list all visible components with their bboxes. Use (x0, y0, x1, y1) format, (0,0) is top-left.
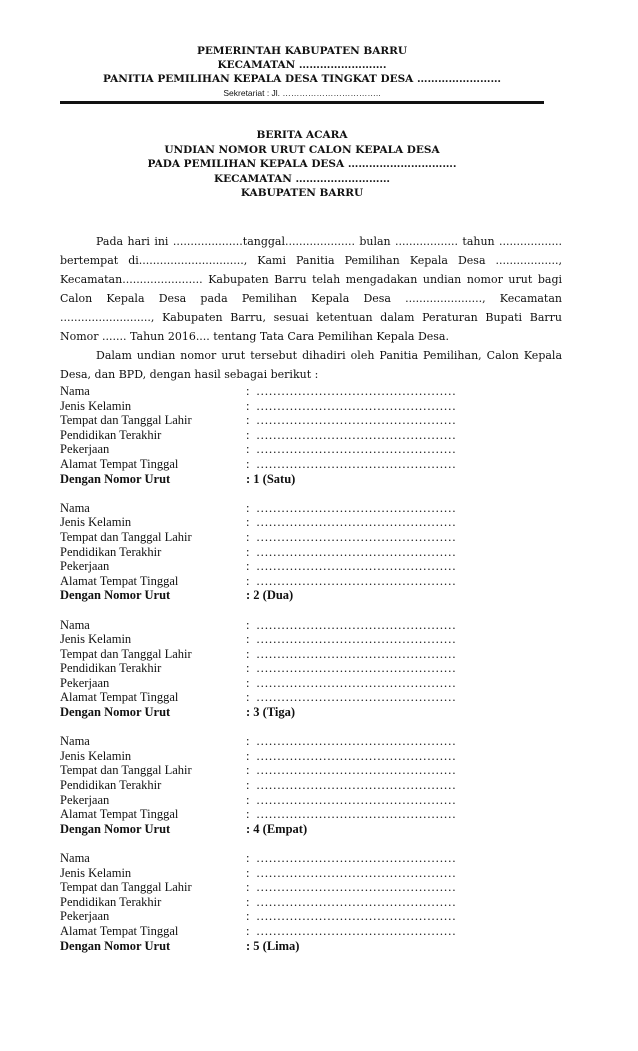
field-separator: : (246, 675, 250, 690)
field-row-nomor-urut (60, 588, 530, 603)
field-label: Alamat Tempat Tinggal (60, 456, 179, 471)
field-row-jenis-kelamin (60, 399, 530, 414)
field-blank: ………………………………………… (256, 792, 456, 807)
field-blank: ………………………………………… (256, 544, 456, 559)
field-blank: ………………………………………… (256, 880, 456, 895)
field-separator: : (246, 880, 250, 895)
field-row-nama (60, 618, 530, 633)
title-line-4: KECAMATAN ……………………… (214, 172, 390, 185)
candidate-block (60, 384, 530, 486)
field-row-pekerjaan (60, 793, 530, 808)
candidate-block (60, 501, 530, 603)
field-label: Jenis Kelamin (60, 865, 132, 880)
field-row-nomor-urut (60, 705, 530, 720)
field-blank: ………………………………………… (256, 529, 456, 544)
field-row-nama (60, 501, 530, 516)
field-row-pendidikan (60, 895, 530, 910)
candidate-block (60, 734, 530, 836)
field-separator: : (246, 632, 250, 647)
field-row-ttl (60, 530, 530, 545)
field-label: Pekerjaan (60, 442, 110, 457)
field-separator: : (246, 646, 250, 661)
field-row-nomor-urut (60, 939, 530, 954)
field-row-alamat (60, 457, 530, 472)
field-row-pendidikan (60, 545, 530, 560)
field-label: Jenis Kelamin (60, 515, 132, 530)
field-label: Nama (60, 500, 90, 515)
field-blank: ………………………………………… (256, 427, 456, 442)
nomor-urut-label: Dengan Nomor Urut (60, 471, 171, 486)
nomor-urut-label: Dengan Nomor Urut (60, 588, 171, 603)
candidate-block (60, 851, 530, 953)
field-label: Alamat Tempat Tinggal (60, 807, 179, 822)
field-row-pekerjaan (60, 559, 530, 574)
field-row-nama (60, 734, 530, 749)
field-label: Tempat dan Tanggal Lahir (60, 880, 192, 895)
field-separator: : (246, 515, 250, 530)
field-separator: : (246, 442, 250, 457)
field-blank: ………………………………………… (256, 500, 456, 515)
field-label: Nama (60, 851, 90, 865)
field-blank: ………………………………………… (256, 632, 456, 647)
field-row-ttl (60, 880, 530, 895)
field-blank: ………………………………………… (256, 515, 456, 530)
field-blank: ………………………………………… (256, 923, 456, 938)
nomor-urut-label: Dengan Nomor Urut (60, 938, 171, 953)
field-blank: ………………………………………… (256, 763, 456, 778)
field-blank: ………………………………………… (256, 413, 456, 428)
field-row-nama (60, 851, 530, 866)
field-row-nama (60, 384, 530, 399)
field-separator: : (246, 792, 250, 807)
field-label: Pendidikan Terakhir (60, 778, 162, 793)
field-separator: : (246, 559, 250, 574)
field-row-alamat (60, 924, 530, 939)
field-row-jenis-kelamin (60, 866, 530, 881)
field-row-jenis-kelamin (60, 632, 530, 647)
field-label: Jenis Kelamin (60, 632, 132, 647)
nomor-urut-value: : 4 (Empat) (246, 821, 308, 836)
field-label: Alamat Tempat Tinggal (60, 573, 179, 588)
field-blank: ………………………………………… (256, 778, 456, 793)
field-row-nomor-urut (60, 822, 530, 837)
field-blank: ………………………………………… (256, 559, 456, 574)
field-row-pendidikan (60, 661, 530, 676)
field-row-alamat (60, 574, 530, 589)
field-label: Nama (60, 617, 90, 632)
document-title (60, 128, 544, 201)
field-label: Nama (60, 384, 90, 398)
field-separator: : (246, 748, 250, 763)
field-separator: : (246, 909, 250, 924)
field-row-ttl (60, 763, 530, 778)
field-separator: : (246, 865, 250, 880)
field-label: Pekerjaan (60, 792, 110, 807)
field-label: Pendidikan Terakhir (60, 544, 162, 559)
field-label: Tempat dan Tanggal Lahir (60, 529, 192, 544)
candidate-list (60, 384, 530, 968)
field-blank: ………………………………………… (256, 734, 456, 749)
field-separator: : (246, 807, 250, 822)
opening-paragraph: Pada hari ini ....................tanggal.................... bulan .................. tahun .................. bertempat di.............................., Kami Panitia Pemilihan Kepala Desa .................., Kecamatan....................... Kabupaten Barru telah mengadakan undian nomor urut bagi Calon Kepala Desa pada Pemilihan Kepala Desa ......................, Kecamatan .........................., Kabupaten Barru, sesuai ketentuan dalam Peraturan Bupati Barru Nomor ....... Tahun 2016.... tentang Tata Cara Pemilihan Kepala Desa. (60, 235, 562, 343)
field-blank: ………………………………………… (256, 865, 456, 880)
nomor-urut-value: : 1 (Satu) (246, 471, 296, 486)
field-separator: : (246, 734, 250, 749)
field-label: Pendidikan Terakhir (60, 661, 162, 676)
field-row-pekerjaan (60, 909, 530, 924)
field-separator: : (246, 413, 250, 428)
field-blank: ………………………………………… (256, 456, 456, 471)
field-separator: : (246, 894, 250, 909)
field-separator: : (246, 500, 250, 515)
field-separator: : (246, 456, 250, 471)
field-separator: : (246, 763, 250, 778)
field-row-pendidikan (60, 428, 530, 443)
document-body (60, 232, 562, 384)
field-blank: ………………………………………… (256, 690, 456, 705)
field-blank: ………………………………………… (256, 573, 456, 588)
field-blank: ………………………………………… (256, 384, 456, 398)
field-label: Jenis Kelamin (60, 748, 132, 763)
title-line-5: KABUPATEN BARRU (240, 187, 364, 199)
letterhead-district: KECAMATAN ……………………. (217, 59, 387, 71)
field-separator: : (246, 851, 250, 865)
field-blank: ………………………………………… (256, 398, 456, 413)
field-blank: ………………………………………… (256, 909, 456, 924)
field-label: Tempat dan Tanggal Lahir (60, 413, 192, 428)
field-blank: ………………………………………… (256, 442, 456, 457)
field-row-pekerjaan (60, 676, 530, 691)
title-line-1: BERITA ACARA (256, 129, 348, 141)
field-blank: ………………………………………… (256, 894, 456, 909)
field-separator: : (246, 398, 250, 413)
letterhead-divider (60, 101, 544, 104)
field-label: Alamat Tempat Tinggal (60, 923, 179, 938)
letterhead-secretariat: Sekretariat : Jl. …………………………….. (223, 88, 381, 98)
field-label: Pekerjaan (60, 909, 110, 924)
candidate-block (60, 618, 530, 720)
field-blank: ………………………………………… (256, 807, 456, 822)
nomor-urut-label: Dengan Nomor Urut (60, 705, 171, 720)
field-blank: ………………………………………… (256, 661, 456, 676)
field-row-pendidikan (60, 778, 530, 793)
field-separator: : (246, 661, 250, 676)
field-row-alamat (60, 807, 530, 822)
field-label: Jenis Kelamin (60, 398, 132, 413)
field-blank: ………………………………………… (256, 851, 456, 865)
field-label: Pendidikan Terakhir (60, 894, 162, 909)
result-intro-paragraph: Dalam undian nomor urut tersebut dihadiri oleh Panitia Pemilihan, Calon Kepala Desa, dan BPD, dengan hasil sebagai berikut : (60, 349, 562, 381)
field-separator: : (246, 778, 250, 793)
field-blank: ………………………………………… (256, 646, 456, 661)
field-separator: : (246, 923, 250, 938)
nomor-urut-value: : 3 (Tiga) (246, 705, 296, 720)
field-label: Tempat dan Tanggal Lahir (60, 646, 192, 661)
field-row-jenis-kelamin (60, 749, 530, 764)
letterhead-committee: PANITIA PEMILIHAN KEPALA DESA TINGKAT DESA …………………… (103, 73, 501, 85)
field-separator: : (246, 427, 250, 442)
field-label: Nama (60, 734, 90, 749)
field-blank: ………………………………………… (256, 748, 456, 763)
title-line-3: PADA PEMILIHAN KEPALA DESA …………………………. (147, 158, 457, 170)
field-label: Pendidikan Terakhir (60, 427, 162, 442)
field-separator: : (246, 573, 250, 588)
nomor-urut-value: : 2 (Dua) (246, 588, 294, 603)
field-row-ttl (60, 647, 530, 662)
title-line-2: UNDIAN NOMOR URUT CALON KEPALA DESA (164, 143, 440, 156)
field-separator: : (246, 617, 250, 632)
field-blank: ………………………………………… (256, 617, 456, 632)
nomor-urut-value: : 5 (Lima) (246, 938, 300, 953)
field-separator: : (246, 544, 250, 559)
field-row-ttl (60, 413, 530, 428)
field-label: Tempat dan Tanggal Lahir (60, 763, 192, 778)
letterhead-government: PEMERINTAH KABUPATEN BARRU (196, 45, 407, 57)
field-row-jenis-kelamin (60, 515, 530, 530)
field-separator: : (246, 690, 250, 705)
field-blank: ………………………………………… (256, 675, 456, 690)
letterhead (60, 44, 544, 99)
nomor-urut-label: Dengan Nomor Urut (60, 821, 171, 836)
field-row-alamat (60, 690, 530, 705)
field-label: Pekerjaan (60, 675, 110, 690)
field-label: Pekerjaan (60, 559, 110, 574)
field-separator: : (246, 384, 250, 398)
field-row-nomor-urut (60, 472, 530, 487)
field-label: Alamat Tempat Tinggal (60, 690, 179, 705)
field-row-pekerjaan (60, 442, 530, 457)
field-separator: : (246, 529, 250, 544)
